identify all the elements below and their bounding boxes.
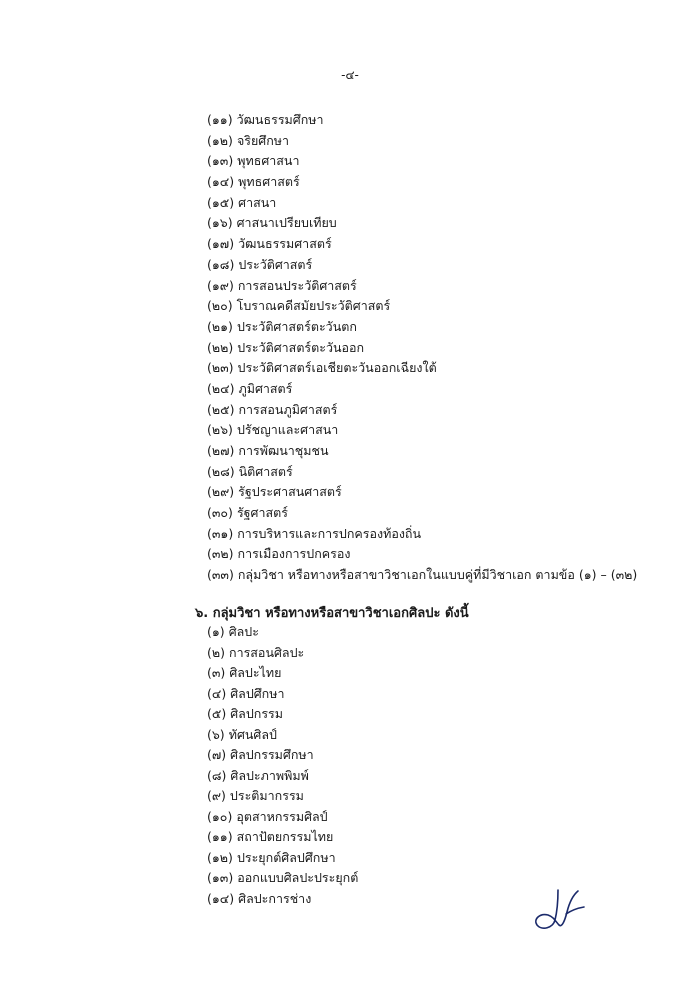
list-item [207, 827, 358, 848]
list-item [207, 131, 637, 152]
item-label: ประติมากรรม [229, 788, 304, 803]
item-label: วัฒนธรรมศึกษา [236, 112, 324, 127]
list-item [207, 482, 637, 503]
item-number: (๓๒) [207, 546, 234, 562]
item-number: (๒) [207, 644, 225, 660]
list-item [207, 544, 637, 565]
item-number: (๑๐) [207, 808, 233, 824]
list-item [207, 420, 637, 441]
item-label: ประวัติศาสตร์เอเชียตะวันออกเฉียงใต้ [237, 360, 437, 376]
item-label: โบราณคดีสมัยประวัติศาสตร์ [236, 298, 391, 314]
item-number: (๒๘) [207, 463, 235, 479]
list-item [207, 565, 637, 586]
item-label: ศิลปกรรม [230, 706, 283, 721]
item-label: ศาสนาเปรียบเทียบ [236, 215, 337, 231]
item-label: การสอนศิลปะ [229, 644, 305, 660]
item-label: การเมืองการปกครอง [237, 546, 351, 562]
item-label: จริยศึกษา [236, 132, 290, 148]
item-label: ปรัชญาและศาสนา [236, 422, 339, 438]
list-item [207, 704, 358, 725]
list-item [207, 807, 358, 828]
item-label: สถาปัตยกรรมไทย [236, 829, 334, 844]
list-item [207, 358, 637, 379]
item-label: ประวัติศาสตร์ตะวันออก [237, 339, 365, 355]
item-label: การบริหารและการปกครองท้องถิ่น [237, 525, 422, 541]
list-item [207, 745, 358, 766]
subject-list-continued [207, 110, 637, 586]
item-number: (๔) [207, 685, 227, 701]
item-number: (๒๗) [207, 443, 235, 458]
list-item [207, 684, 358, 705]
list-item [207, 234, 637, 255]
list-item [207, 503, 637, 524]
item-label: รัฐศาสตร์ [236, 505, 288, 521]
list-item [207, 110, 637, 131]
item-number: (๒๖) [207, 422, 233, 438]
list-item [207, 524, 637, 545]
item-label: ศิลปกรรมศึกษา [230, 747, 314, 762]
item-number: (๑๕) [207, 194, 235, 210]
item-number: (๑๔) [207, 174, 235, 190]
item-label: ภูมิศาสตร์ [238, 380, 293, 396]
list-item [207, 663, 358, 684]
item-label: นิติศาสตร์ [238, 463, 293, 479]
item-label: ศิลปะไทย [229, 665, 282, 680]
list-item [207, 848, 358, 869]
item-label: ศิลปะการช่าง [238, 890, 312, 906]
item-number: (๑๑) [207, 829, 233, 844]
item-number: (๑๙) [207, 277, 234, 293]
item-number: (๑๓) [207, 153, 234, 169]
item-number: (๒๒) [207, 339, 234, 355]
item-label: ศาสนา [238, 194, 277, 210]
item-label: วัฒนธรรมศาสตร์ [238, 236, 332, 252]
item-number: (๑๗) [207, 236, 235, 252]
list-item [207, 213, 637, 234]
list-item [207, 151, 637, 172]
item-label: การสอนภูมิศาสตร์ [238, 401, 338, 417]
item-number: (๒๕) [207, 401, 235, 417]
list-item [207, 622, 358, 643]
item-number: (๓) [207, 665, 226, 680]
item-number: (๒๓) [207, 360, 234, 376]
item-label: พุทธศาสนา [237, 153, 300, 169]
item-number: (๒๙) [207, 484, 235, 500]
list-item [207, 441, 637, 462]
list-item [207, 172, 637, 193]
item-number: (๓๐) [207, 505, 233, 521]
item-label: ศิลปศึกษา [230, 685, 285, 701]
list-item [207, 255, 637, 276]
handwritten-signature [528, 878, 598, 938]
list-item [207, 338, 637, 359]
list-item [207, 462, 637, 483]
list-item [207, 379, 637, 400]
item-number: (๑๒) [207, 849, 233, 865]
item-number: (๑) [207, 624, 225, 639]
list-item [207, 868, 358, 889]
item-number: (๓๑) [207, 525, 234, 541]
item-number: (๑๘) [207, 256, 235, 272]
list-item [207, 317, 637, 338]
item-label: ประวัติศาสตร์ [238, 256, 313, 272]
page-number: -๔- [341, 68, 359, 82]
item-number: (๑๒) [207, 132, 233, 148]
item-number: (๕) [207, 706, 227, 721]
item-number: (๖) [207, 726, 225, 742]
list-item [207, 766, 358, 787]
item-label: ศิลปะภาพพิมพ์ [230, 767, 309, 783]
item-label: กลุ่มวิชา หรือทางหรือสาขาวิชาเอกในแบบคู่ที่มีวิชาเอก ตามข้อ (๑) – (๓๒) [237, 567, 638, 583]
item-number: (๙) [207, 788, 226, 803]
art-subject-list [207, 622, 358, 909]
section-heading: ๖. กลุ่มวิชา หรือทางหรือสาขาวิชาเอกศิลปะ ดังนี้ [195, 606, 469, 621]
item-label: ออกแบบศิลปะประยุกต์ [237, 870, 359, 885]
list-item [207, 193, 637, 214]
item-number: (๑๖) [207, 215, 233, 231]
list-item [207, 643, 358, 664]
item-label: การสอนประวัติศาสตร์ [237, 277, 357, 293]
item-number: (๒๐) [207, 298, 233, 314]
item-label: รัฐประศาสนศาสตร์ [238, 484, 342, 500]
list-item [207, 276, 637, 297]
list-item [207, 400, 637, 421]
item-label: การพัฒนาชุมชน [238, 443, 329, 458]
item-label: อุตสาหกรรมศิลป์ [236, 808, 328, 824]
item-number: (๗) [207, 747, 227, 762]
item-label: ศิลปะ [228, 624, 259, 639]
item-label: ประยุกต์ศิลปศึกษา [236, 849, 336, 865]
item-number: (๒๔) [207, 380, 235, 396]
list-item [207, 296, 637, 317]
item-label: ประวัติศาสตร์ตะวันตก [236, 318, 357, 334]
list-item [207, 725, 358, 746]
item-number: (๒๑) [207, 318, 233, 334]
item-number: (๑๑) [207, 112, 233, 127]
item-number: (๓๓) [207, 567, 234, 583]
item-label: ทัศนศิลป์ [228, 726, 277, 742]
item-number: (๑๔) [207, 890, 235, 906]
list-item [207, 889, 358, 910]
signature-stroke [536, 890, 584, 928]
item-number: (๑๓) [207, 870, 234, 885]
list-item [207, 786, 358, 807]
item-label: พุทธศาสตร์ [238, 174, 300, 190]
item-number: (๘) [207, 767, 227, 783]
